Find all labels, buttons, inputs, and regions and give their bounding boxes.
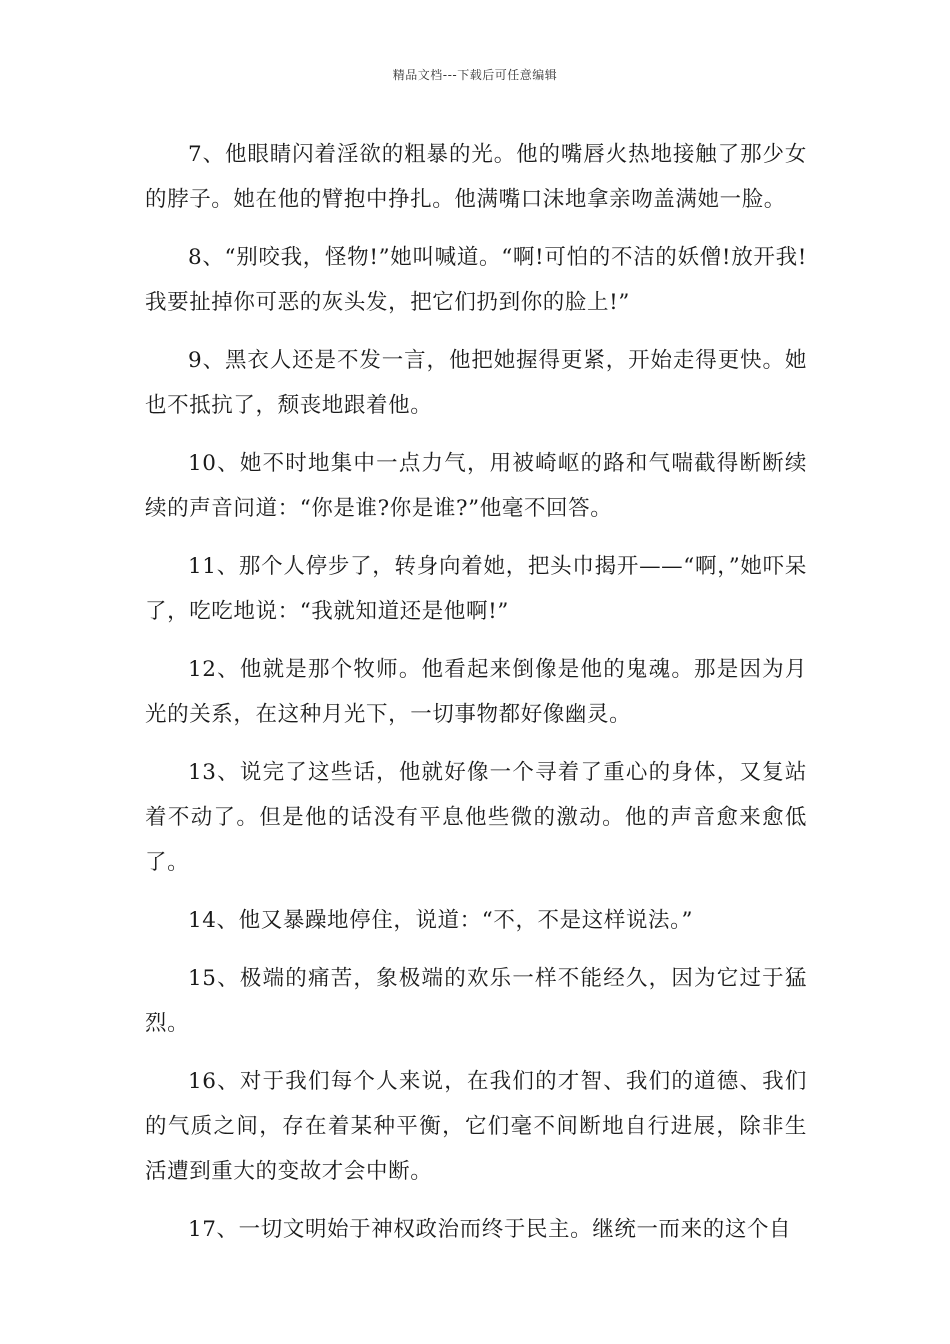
paragraph-16: 16、对于我们每个人来说，在我们的才智、我们的道德、我们的气质之间，存在着某种平衡，它们毫不间断地自行进展，除非生活遭到重大的变故才会中断。 bbox=[145, 1069, 807, 1184]
paragraph-7: 7、他眼睛闪着淫欲的粗暴的光。他的嘴唇火热地接触了那少女的脖子。她在他的臂抱中挣扎。他满嘴口沫地拿亲吻盖满她一脸。 bbox=[145, 142, 807, 212]
paragraph-15: 15、极端的痛苦，象极端的欢乐一样不能经久，因为它过于猛烈。 bbox=[145, 966, 807, 1036]
paragraph-17: 17、一切文明始于神权政治而终于民主。继统一而来的这个自 bbox=[188, 1217, 792, 1242]
paragraph-9: 9、黑衣人还是不发一言，他把她握得更紧，开始走得更快。她也不抵抗了，颓丧地跟着他。 bbox=[145, 348, 807, 418]
paragraph-11: 11、那个人停步了，转身向着她，把头巾揭开——“啊，”她吓呆了，吃吃地说：“我就知道还是他啊!” bbox=[145, 554, 807, 624]
paragraph-13: 13、说完了这些话，他就好像一个寻着了重心的身体，又复站着不动了。但是他的话没有平息他些微的激动。他的声音愈来愈低了。 bbox=[145, 760, 807, 875]
page-header: 精品文档---下载后可任意编辑 bbox=[392, 68, 558, 82]
paragraph-14: 14、他又暴躁地停住，说道：“不，不是这样说法。” bbox=[188, 908, 694, 933]
document-body bbox=[145, 132, 807, 1265]
paragraph-8: 8、“别咬我，怪物!”她叫喊道。“啊!可怕的不洁的妖僧!放开我!我要扯掉你可恶的灰头发，把它们扔到你的脸上!” bbox=[145, 245, 807, 315]
paragraph-12: 12、他就是那个牧师。他看起来倒像是他的鬼魂。那是因为月光的关系，在这种月光下，一切事物都好像幽灵。 bbox=[145, 657, 807, 727]
paragraph-10: 10、她不时地集中一点力气，用被崎岖的路和气喘截得断断续续的声音问道：“你是谁?你是谁?”他毫不回答。 bbox=[145, 451, 807, 521]
